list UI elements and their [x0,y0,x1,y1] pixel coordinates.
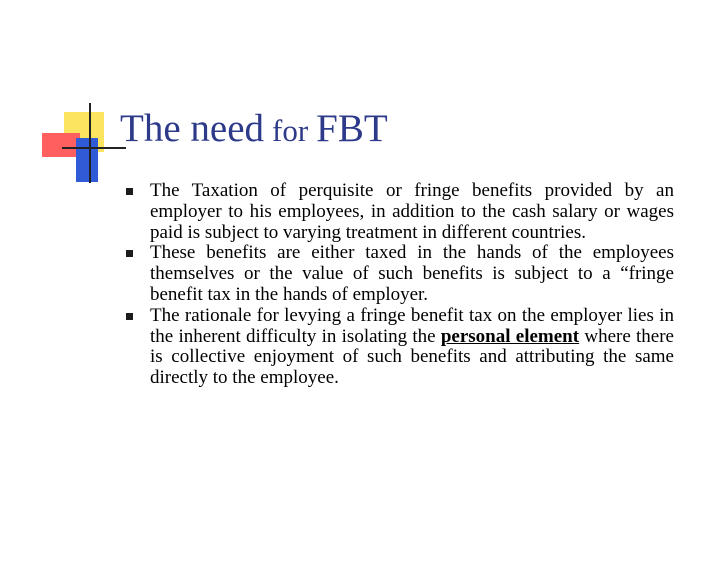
bullet-text: These benefits are either taxed in the hands of the employees themselves or the value of such benefits is subject to a “fringe benefit tax in the hands of employer. [150,242,674,305]
bullet-text-after: where there is collective enjoyment of such benefits and attributing the same directly to the employee. [150,325,674,389]
square-bullet-icon [126,313,133,320]
horizontal-rule [62,147,126,149]
red-square [42,133,80,157]
slide-title [120,106,388,151]
bullet-item [124,243,674,305]
square-bullet-icon [126,250,133,257]
title-part-2: for [272,113,309,148]
bullet-text-before: The rationale for levying a fringe benefit tax on the employer lies in the inherent difficulty in isolating the [150,304,674,347]
bullet-text: The Taxation of perquisite or fringe benefits provided by an employer to his employees, in addition to the cash salary or wages paid is subject to varying treatment in different countries. [150,180,674,243]
bullet-item [124,181,674,243]
title-part-3: FBT [316,107,388,150]
bullet-item [124,306,674,389]
emphasis-personal-element: personal element [440,325,580,347]
vertical-rule [89,103,91,183]
blue-square [76,138,98,182]
title-part-1: The need [120,107,265,150]
bullet-list [124,181,674,389]
square-bullet-icon [126,188,133,195]
decorative-squares [0,0,140,200]
